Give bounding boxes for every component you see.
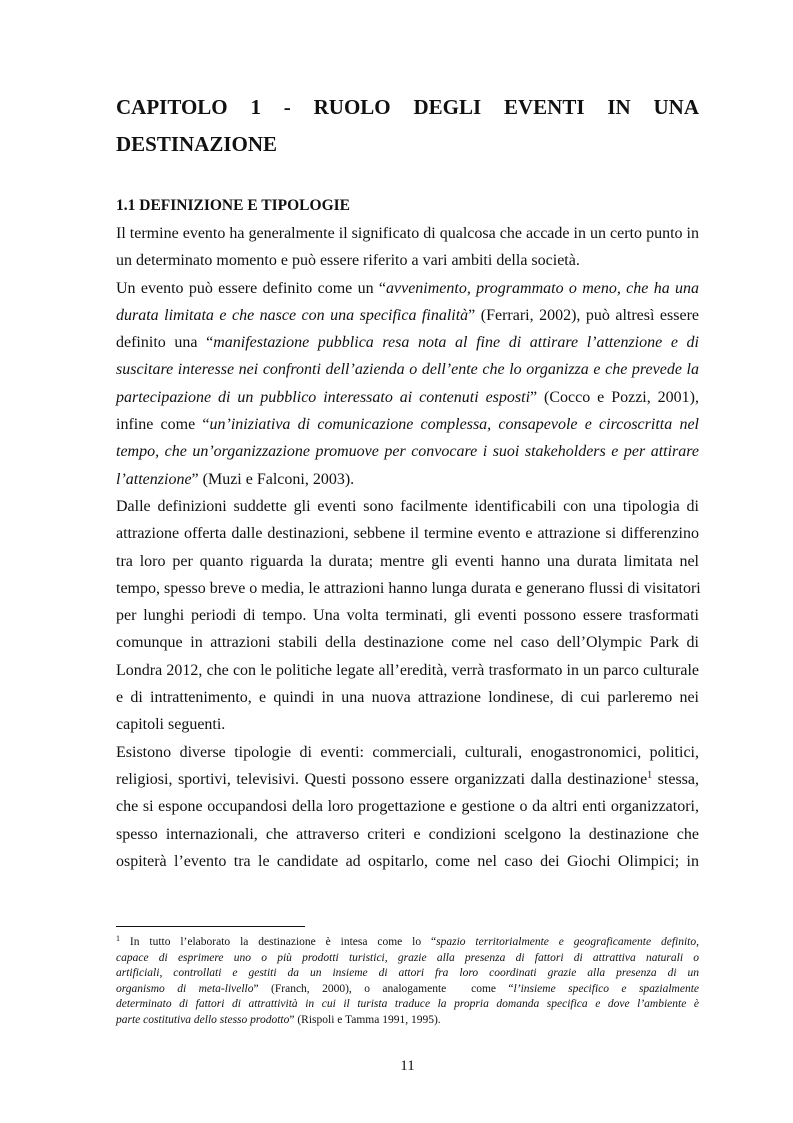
body-line [116,766,699,793]
body-text: religiosi, sportivi, televisivi. Questi possono essere organizzati dalla destinazione [116,770,648,788]
body-text: avvenimento, programmato o meno, che ha una [386,279,699,297]
body-line [116,438,699,465]
body-line [116,520,699,547]
body-text: Un evento può essere definito come un “ [116,279,386,297]
body-text: Londra 2012, che con le politiche legate all’eredità, verrà trasformato in un parco culturale [116,661,699,679]
chapter-title: CAPITOLO 1 - RUOLO DEGLI EVENTI IN UNA DESTINAZIONE [116,95,699,156]
body-line [116,356,699,383]
body-text: manifestazione pubblica resa nota al fine di attirare l’attenzione e di [213,334,700,352]
body-line [116,329,699,356]
body-text: tempo, che un’organizzazione promuove per convocare i suoi stakeholders e per attirare [116,443,699,461]
body-text: tra loro per quanto riguarda la durata; mentre gli eventi hanno una durata limitata nel [116,552,699,570]
body-text: per lunghi periodi di tempo. Una volta terminati, gli eventi possono essere trasformati [116,607,699,625]
footnote-separator [116,926,305,927]
body-text: infine come “ [116,416,210,434]
footnote-line [116,982,699,998]
body-text: spesso internazionali, che attraverso criteri e condizioni scelgono la destinazione che [116,825,699,843]
footnote-text: capace di esprimere uno o più prodotti turistici, grazie alla presenza di fattori di attrattiva naturali o [116,951,699,964]
body-text: Esistono diverse tipologie di eventi: commerciali, culturali, enogastronomici, politici, [116,743,699,761]
body-text: partecipazione di un pubblico interessato ai contenuti esposti [116,388,531,406]
footnote-line [116,1013,699,1029]
footnote-text: parte costitutiva dello stesso prodotto [116,1013,290,1026]
footnote-line [116,997,699,1013]
body-text: capitoli seguenti. [116,716,226,734]
body-line [116,466,699,493]
body-line [116,684,699,711]
body-text: stessa, [652,770,700,788]
section-title: 1.1 DEFINIZIONE E TIPOLOGIE [116,197,350,214]
footnote-text: spazio territorialmente e geograficamente definito, [436,936,699,948]
footnote-line [116,966,699,982]
footnote [116,935,699,1029]
body-text: Il termine evento ha generalmente il significato di qualcosa che accade in un certo punto in [116,225,699,242]
body-line [116,602,699,629]
body-line [116,275,699,302]
footnote-marker: 1 [647,769,653,781]
body-text: e di intrattenimento, e quindi in una nuova attrazione londinese, di cui parleremo nei [116,689,699,707]
footnote-text: l’insieme specifico e spazialmente [513,982,700,995]
body-text: un determinato momento e può essere riferito a vari ambiti della società. [116,252,580,270]
body-text: definito una “ [116,334,214,352]
body-text: tempo, spesso breve o media, le attrazioni hanno lunga durata e generano flussi di visitatori [116,579,701,597]
body-line [116,384,699,411]
body-text: comunque in attrazioni stabili della destinazione come nel caso dell’Olympic Park di [116,634,699,652]
body-line [116,493,699,520]
footnote-text: In tutto l’elaborato la destinazione è intesa come lo “ [120,936,437,948]
body-line [116,821,699,848]
body-text: durata limitata e che nasce con una specifica finalità [116,306,469,324]
footnote-text: organismo di meta-livello [116,982,254,995]
footnote-line [116,951,699,967]
body-line [116,302,699,329]
footnote-text: artificiali, controllati e gestiti da un insieme di attori fra loro coordinati grazie alla presenza di un [116,967,699,980]
body-line [116,548,699,575]
body-line [116,575,699,602]
body-line [116,220,699,247]
footnote-text: determinato di fattori di attrattività in cui il turista traduce la propria domanda specifica e dove l’ambiente è [116,998,699,1011]
body-line [116,411,699,438]
footnote-marker: 1 [116,934,120,943]
page-number: 11 [400,1058,415,1074]
body-text: ” (Ferrari, 2002), può altresì essere [468,306,700,324]
footnote-line [116,935,699,951]
footnote-text: ” (Rispoli e Tamma 1991, 1995). [289,1013,441,1026]
body-line [116,848,699,875]
body-line [116,629,699,656]
body-text: attrazione offerta dalle destinazioni, sebbene il termine evento e attrazione si differenzino [116,525,699,543]
body-text: Dalle definizioni suddette gli eventi sono facilmente identificabili con una tipologia di [116,497,699,515]
body-text: ” (Cocco e Pozzi, 2001), [530,388,699,406]
document-page [116,0,699,1123]
body-line [116,711,699,738]
body-text: ospiterà l’evento tra le candidate ad ospitarlo, come nel caso dei Giochi Olimpici; in [116,852,699,870]
body-text: che si espone occupandosi della loro progettazione e gestione o da altri enti organizzatori, [116,798,699,816]
body-line [116,247,699,274]
body-text: ” (Muzi e Falconi, 2003). [191,470,355,488]
body-line [116,739,699,766]
body-line [116,793,699,820]
body-paragraphs [116,220,699,875]
body-text: un’iniziativa di comunicazione complessa, consapevole e circoscritta nel [209,416,699,434]
footnote-text: ” (Franch, 2000), o analogamente come “ [253,982,514,995]
body-text: suscitare interesse nei confronti dell’azienda o dell’ente che lo organizza e che prevede la [116,361,699,379]
body-line [116,657,699,684]
body-text: l’attenzione [116,470,192,488]
